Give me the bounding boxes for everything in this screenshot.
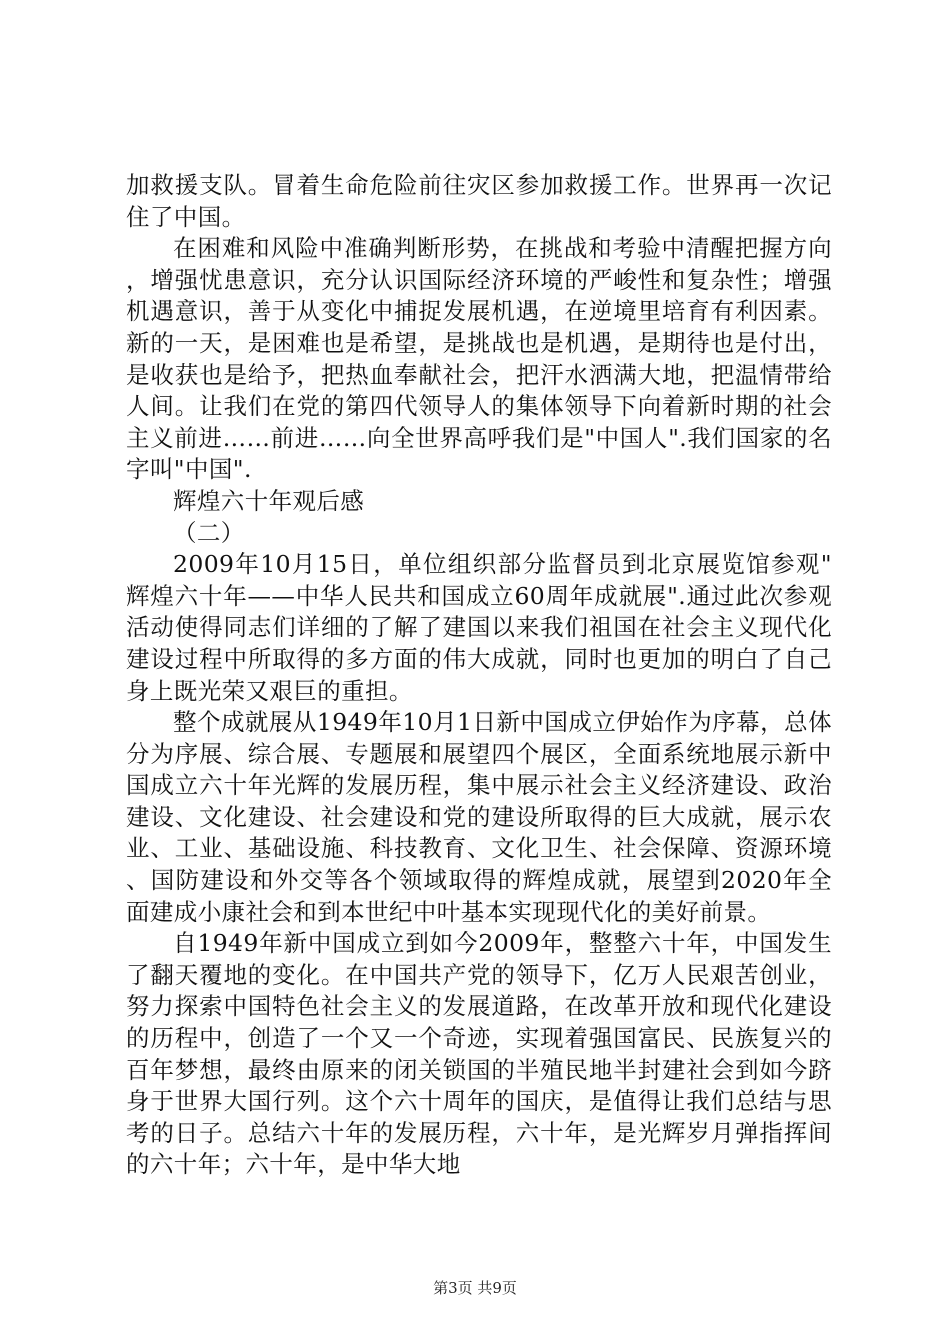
paragraph: 自1949年新中国成立到如今2009年，整整六十年，中国发生了翻天覆地的变化。在中国共产党的领导下，亿万人民艰苦创业，努力探索中国特色社会主义的发展道路，在改革开放和现代化建设的历程中，创造了一个又一个奇迹，实现着强国富民、民族复兴的百年梦想，最终由原来的闭关锁国的半殖民地半封建社会到如今跻身于世界大国行列。这个六十周年的国庆，是值得让我们总结与思考的日子。总结六十年的发展历程，六十年，是光辉岁月弹指挥间的六十年；六十年，是中华大地	[126, 929, 832, 1179]
page-footer	[0, 1277, 950, 1298]
section-title: 辉煌六十年观后感	[173, 486, 365, 515]
section-number: （二）	[173, 518, 245, 547]
document-body	[126, 170, 832, 1181]
paragraph: 整个成就展从1949年10月1日新中国成立伊始作为序幕，总体分为序展、综合展、专题展和展望四个展区，全面系统地展示新中国成立六十年光辉的发展历程，集中展示社会主义经济建设、政治建设、文化建设、社会建设和党的建设所取得的巨大成就，展示农业、工业、基础设施、科技教育、文化卫生、社会保障、资源环境、国防建设和外交等各个领域取得的辉煌成就，展望到2020年全面建成小康社会和到本世纪中叶基本实现现代化的美好前景。	[126, 708, 832, 926]
page-number: 第3页 共9页	[433, 1279, 517, 1297]
paragraph: 2009年10月15日，单位组织部分监督员到北京展览馆参观"辉煌六十年——中华人民共和国成立60周年成就展".通过此次参观活动使得同志们详细的了解了建国以来我们祖国在社会主义现代化建设过程中所取得的多方面的伟大成就，同时也更加的明白了自己身上既光荣又艰巨的重担。	[126, 550, 832, 705]
paragraph-continuation: 加救援支队。冒着生命危险前往灾区参加救援工作。世界再一次记住了中国。	[126, 171, 832, 231]
paragraph: 在困难和风险中准确判断形势，在挑战和考验中清醒把握方向，增强忧患意识，充分认识国际经济环境的严峻性和复杂性；增强机遇意识，善于从变化中捕捉发展机遇，在逆境里培育有利因素。新的一天，是困难也是希望，是挑战也是机遇，是期待也是付出，是收获也是给予，把热血奉献社会，把汗水洒满大地，把温情带给人间。让我们在党的第四代领导人的集体领导下向着新时期的社会主义前进……前进……向全世界高呼我们是"中国人".我们国家的名字叫"中国".	[126, 234, 832, 484]
